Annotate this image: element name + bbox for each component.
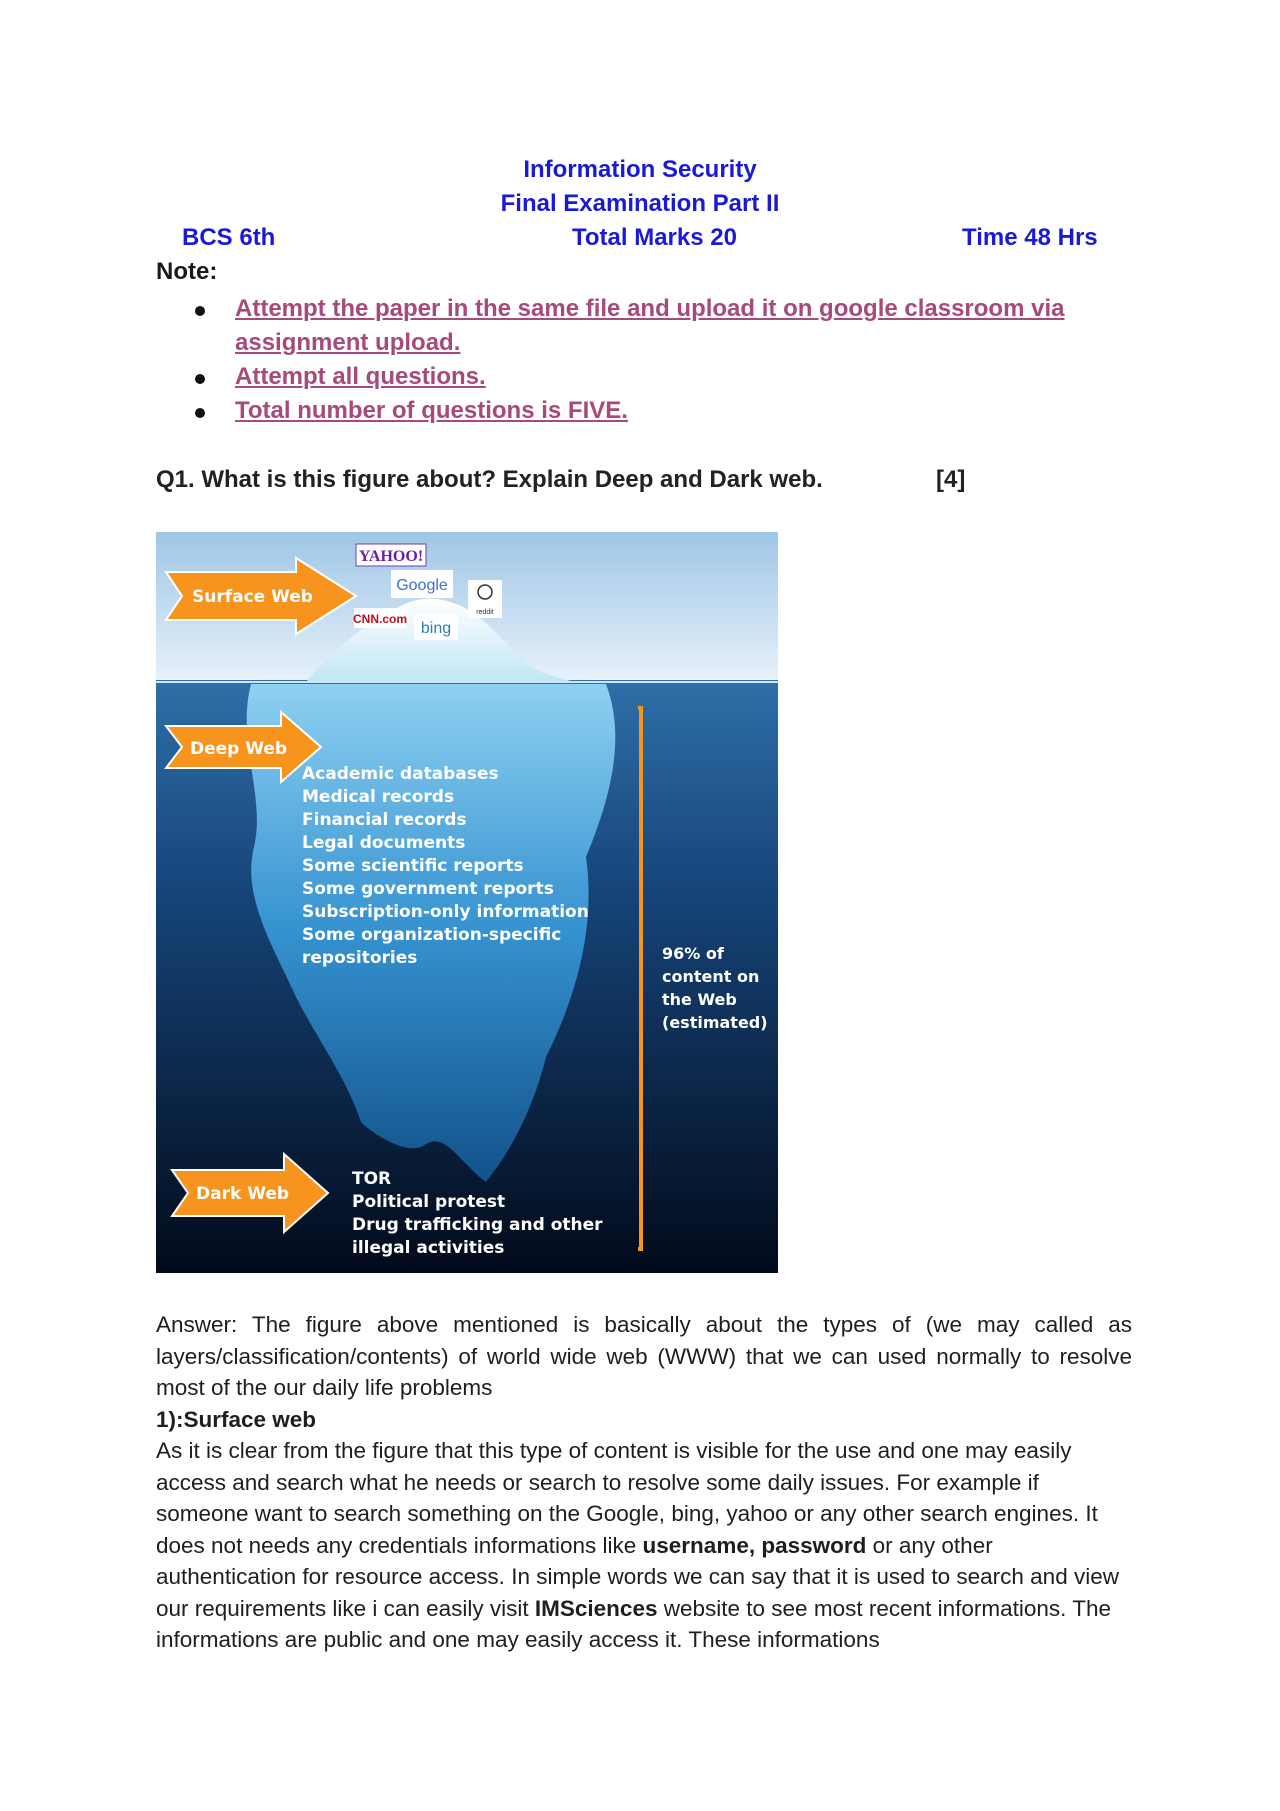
note-item: Total number of questions is FIVE. bbox=[185, 394, 1145, 428]
estimate-line: (estimated) bbox=[662, 1013, 768, 1032]
deep-web-item: Some organization-specific bbox=[302, 925, 562, 945]
dark-web-item: Political protest bbox=[352, 1192, 506, 1212]
surface-web-label: Surface Web bbox=[192, 587, 313, 607]
answer-intro: Answer: The figure above mentioned is basically about the types of (we may called as layers/classification/contents) of world wide web (WWW) that we can used normally to resolve most of the our daily life problems bbox=[156, 1312, 1132, 1400]
time-limit: Time 48 Hrs bbox=[962, 224, 1098, 251]
surface-web-heading: 1):Surface web bbox=[156, 1406, 317, 1432]
estimate-line: the Web bbox=[662, 990, 737, 1009]
bullet-icon bbox=[195, 408, 205, 418]
logo-text: CNN.com bbox=[352, 612, 408, 626]
note-list bbox=[185, 292, 1145, 428]
estimate-line: 96% of bbox=[662, 944, 724, 963]
question-1-marks: [4] bbox=[936, 466, 966, 493]
deep-web-item: Subscription-only information bbox=[302, 902, 589, 922]
note-label: Note: bbox=[156, 258, 218, 285]
note-item: Attempt all questions. bbox=[185, 360, 1145, 394]
deep-web-item: repositories bbox=[302, 948, 418, 968]
dark-web-label: Dark Web bbox=[196, 1184, 290, 1204]
bold-imsciences: IMSciences bbox=[534, 1595, 658, 1621]
total-marks: Total Marks 20 bbox=[572, 224, 737, 251]
logo-text: reddit bbox=[476, 609, 494, 616]
exam-subtitle: Final Examination Part II bbox=[500, 190, 780, 217]
dark-web-item: illegal activities bbox=[352, 1238, 505, 1258]
dark-web-item: TOR bbox=[352, 1169, 392, 1189]
bullet-icon bbox=[195, 374, 205, 384]
deep-web-item: Some scientific reports bbox=[302, 856, 524, 876]
deep-web-item: Medical records bbox=[302, 787, 455, 807]
deep-web-item: Financial records bbox=[302, 810, 467, 830]
deep-web-item: Legal documents bbox=[302, 833, 466, 853]
deep-web-item: Academic databases bbox=[302, 764, 499, 784]
document-title: Information Security bbox=[523, 156, 757, 183]
bullet-icon bbox=[195, 306, 205, 316]
estimate-line: content on bbox=[662, 967, 760, 986]
logo-text: bing bbox=[420, 620, 452, 637]
surface-web-paragraph: As it is clear from the figure that this type of content is visible for the use and one may easily access and search what he needs or search to resolve some daily issues. For example if someone want to search something on the Google, bing, yahoo or any other search engines. It does not needs any credentials informations like username, password or any other authentication for resource access. In simple words we can say that it is used to search and view our requirements like i can easily visit IMSciences website to see most recent informations. The informations are public and one may easily access it. These informations bbox=[156, 1438, 1119, 1652]
question-1: Q1. What is this figure about? Explain Deep and Dark web. bbox=[156, 466, 823, 493]
class-label: BCS 6th bbox=[182, 224, 276, 251]
deep-web-item: Some government reports bbox=[302, 879, 554, 899]
note-item: Attempt the paper in the same file and upload it on google classroom via assignment upload. bbox=[185, 292, 1145, 360]
answer-section bbox=[156, 1309, 1132, 1656]
bold-credentials: username, password bbox=[642, 1532, 867, 1558]
deep-web-label: Deep Web bbox=[190, 739, 288, 759]
logo-text: Google bbox=[396, 577, 448, 594]
logo-text: YAHOO! bbox=[358, 548, 424, 565]
dark-web-item: Drug trafficking and other bbox=[352, 1215, 603, 1235]
iceberg-figure bbox=[156, 532, 778, 1273]
